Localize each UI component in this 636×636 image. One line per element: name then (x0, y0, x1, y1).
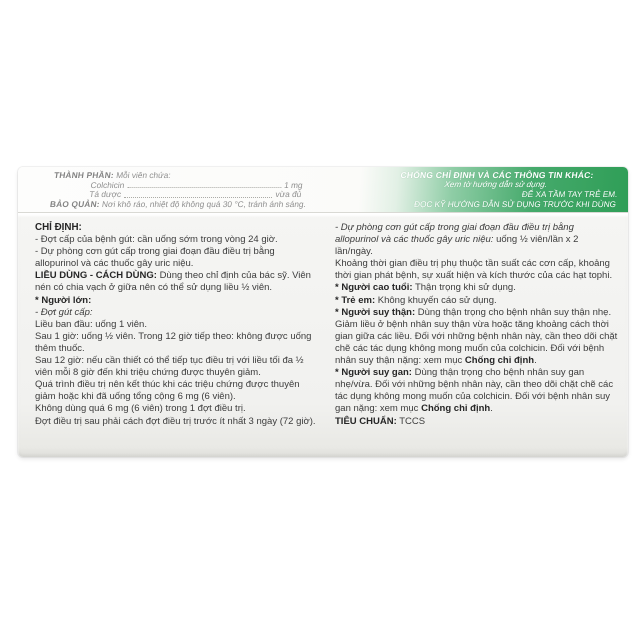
standard-label: TIÊU CHUẨN: (335, 415, 397, 427)
initial-dose: Liều ban đầu: uống 1 viên. (35, 318, 147, 330)
prophylaxis-condition: - Dự phòng cơn gút cấp trong giai đoạn đầu điều trị bằng allopurinol và các thuốc gây uric niệu: (335, 222, 574, 246)
dosage-heading: LIỀU DÙNG - CÁCH DÙNG: (35, 270, 157, 282)
box-top-panel (18, 167, 628, 213)
after-12h-dose: Sau 12 giờ: nếu cần thiết có thể tiếp tục điều trị với liều tối đa ½ viên mỗi 8 giờ đến khi triệu chứng được thuyên giảm. (35, 355, 304, 379)
other-info-note: Xem tờ hướng dẫn sử dụng. (443, 180, 548, 189)
storage-label: BẢO QUẢN: (49, 198, 101, 209)
prophylaxis-dose-text: uống ½ viên/lần x 2 lần/ngày. (335, 234, 579, 258)
storage-line (49, 200, 380, 210)
right-text-column (335, 222, 618, 451)
excipient-amount: vừa đủ (274, 189, 303, 200)
storage-text: Nơi khô ráo, nhiệt độ không quá 30 °C, tránh ánh sáng. (101, 198, 307, 209)
composition-intro: Mỗi viên chứa: (115, 170, 172, 180)
standard-value: TCCS (399, 415, 426, 427)
course-end-note: Quá trình điều trị nên kết thúc khi các triệu chứng được thuyên giảm hoặc khi đã uống tổng cộng 6 mg (6 viên). (35, 379, 300, 403)
read-instructions-warning: ĐỌC KỸ HƯỚNG DẪN SỬ DỤNG TRƯỚC KHI DÙNG (413, 200, 617, 209)
max-dose-note: Không dùng quá 6 mg (6 viên) trong 1 đợt điều trị. (35, 403, 246, 415)
elderly-note: * Người cao tuổi: Thận trọng khi sử dụng. (335, 282, 516, 294)
other-info-title: CHỐNG CHỈ ĐỊNH VÀ CÁC THÔNG TIN KHÁC: (399, 170, 595, 180)
hepatic-note: * Người suy gan: Dùng thận trọng cho bệnh nhân suy gan nhẹ/vừa. Đối với những bệnh nhân này, cần theo dõi chặt chẽ các tác dụng không mong muốn của colchicin. Đối với bệnh nhân suy gan nặng: xem mục Chống chỉ định. (335, 367, 614, 415)
dotted-leader (124, 191, 273, 198)
adults-heading: * Người lớn: (35, 294, 92, 306)
keep-away-warning: ĐỂ XA TẦM TAY TRẺ EM. (521, 190, 618, 199)
composition-label: THÀNH PHẦN: (53, 170, 115, 180)
indication-item-1: - Đợt cấp của bệnh gút: cần uống sớm trong vòng 24 giờ. (35, 234, 278, 246)
dosage-intro-text: Dùng theo chỉ định của bác sỹ. Viên nén có chia vạch ở giữa nên có thể sử dụng liều ½ viên. (35, 270, 311, 294)
acute-gout-heading: - Đợt gút cấp: (35, 306, 93, 318)
left-text-column (35, 222, 318, 451)
ingredient-row (90, 181, 303, 191)
indications-heading: CHỈ ĐỊNH: (35, 222, 82, 233)
dotted-leader (127, 181, 282, 188)
excipient-name: Tá dược (88, 189, 122, 200)
prophylaxis-dose (335, 222, 618, 258)
composition-storage-block (49, 171, 384, 209)
indication-item-2: - Dự phòng cơn gút cấp trong giai đoạn đầu điều trị bằng allopurinol và các thuốc gây uric niệu. (35, 246, 275, 270)
after-1h-dose: Sau 1 giờ: uống ½ viên. Trong 12 giờ tiếp theo: không được uống thêm thuốc. (35, 330, 312, 354)
box-front-panel (18, 213, 628, 457)
course-interval-note: Đợt điều trị sau phải cách đợt điều trị trước ít nhất 3 ngày (72 giờ). (35, 415, 316, 427)
ingredient-name: Colchicin (90, 179, 126, 190)
medicine-box (18, 167, 628, 457)
dosage-intro (35, 270, 318, 294)
children-note: * Trẻ em: Không khuyến cáo sử dụng. (335, 294, 497, 306)
contraindication-notice-block (366, 170, 624, 210)
duration-note: Khoảng thời gian điều trị phụ thuộc tần suất các cơn cấp, khoảng thời gian phát bệnh, sự xuất hiện và kích thước của các hạt tophi. (335, 258, 613, 282)
standard-line (335, 416, 618, 428)
ingredient-amount: 1 mg (283, 179, 304, 190)
renal-note: * Người suy thận: Dùng thận trọng cho bệnh nhân suy thận nhẹ. Giảm liều ở bệnh nhân suy thận vừa hoặc tăng khoảng cách thời gian giữa các liều. Đối với những bệnh nhân này, cần theo dõi chặt chẽ các tác dụng không mong muốn của colchicin. Đối với bệnh nhân suy thận nặng: xem mục Chống chỉ định. (335, 306, 618, 367)
